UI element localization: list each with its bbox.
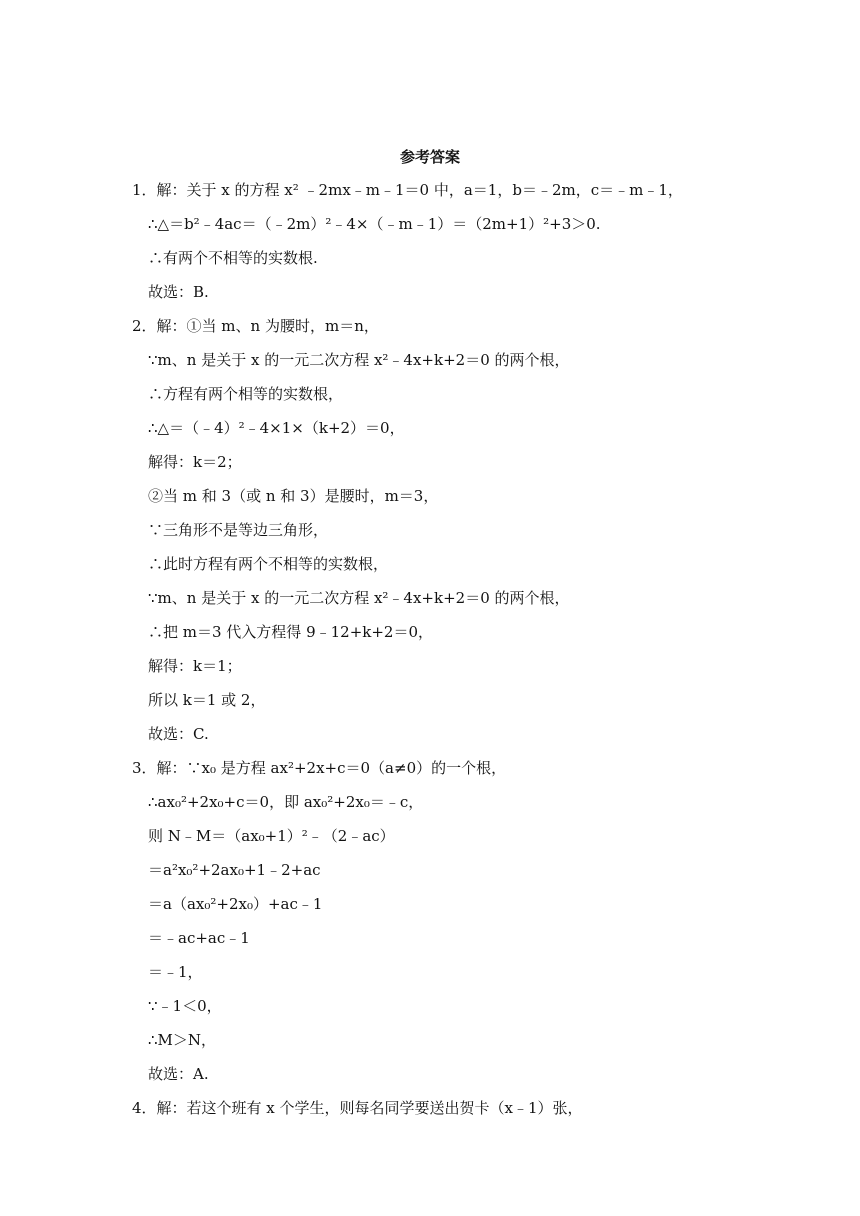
- answer-line: ∴把 m＝3 代入方程得 9﹣12+k+2＝0，: [148, 623, 434, 641]
- answer-line: 解得：k＝2；: [148, 453, 242, 471]
- answer-line: 则 N﹣M＝（ax₀+1）²﹣（2﹣ac）: [148, 827, 395, 845]
- answer-line: 2．解：①当 m、n 为腰时，m＝n，: [132, 317, 379, 335]
- answer-line: ∴此时方程有两个不相等的实数根，: [148, 555, 389, 573]
- answer-line: ∵﹣1＜0，: [148, 997, 222, 1015]
- answer-line: ∴有两个不相等的实数根.: [148, 249, 318, 267]
- answer-line: ＝﹣ac+ac﹣1: [148, 929, 250, 947]
- answer-line: 4．解：若这个班有 x 个学生，则每名同学要送出贺卡（x﹣1）张，: [132, 1099, 583, 1117]
- answer-line: 故选：B.: [148, 283, 209, 301]
- answer-line: ＝a（ax₀²+2x₀）+ac﹣1: [148, 895, 323, 913]
- answer-line: 1．解：关于 x 的方程 x² ﹣2mx﹣m﹣1＝0 中，a＝1，b＝﹣2m，c＝﹣m﹣1，: [132, 181, 683, 199]
- answer-line: ∴ax₀²+2x₀+c＝0，即 ax₀²+2x₀＝﹣c，: [148, 793, 424, 811]
- answer-line: 故选：C.: [148, 725, 209, 743]
- answer-line: ∵三角形不是等边三角形，: [148, 521, 329, 539]
- answer-line: ＝﹣1，: [148, 963, 203, 981]
- answer-line: 所以 k＝1 或 2，: [148, 691, 266, 709]
- page-title: 参考答案: [399, 148, 460, 166]
- answer-line: ∵m、n 是关于 x 的一元二次方程 x²﹣4x+k+2＝0 的两个根，: [148, 351, 570, 369]
- answer-line: ∴M＞N，: [148, 1031, 217, 1049]
- answer-line: 3．解：∵x₀ 是方程 ax²+2x+c＝0（a≠0）的一个根，: [132, 759, 507, 777]
- answer-line: ∴方程有两个相等的实数根，: [148, 385, 344, 403]
- answer-line: ∴△＝（﹣4）²﹣4×1×（k+2）＝0，: [148, 419, 405, 437]
- answer-line: 解得：k＝1；: [148, 657, 242, 675]
- answer-line: ∴△＝b²﹣4ac＝（﹣2m）²﹣4×（﹣m﹣1）＝（2m+1）²+3＞0.: [148, 215, 601, 233]
- answer-line: ②当 m 和 3（或 n 和 3）是腰时，m＝3，: [148, 487, 439, 505]
- answer-line: ＝a²x₀²+2ax₀+1﹣2+ac: [148, 861, 321, 879]
- answer-line: ∵m、n 是关于 x 的一元二次方程 x²﹣4x+k+2＝0 的两个根，: [148, 589, 570, 607]
- answer-line: 故选：A.: [148, 1065, 209, 1083]
